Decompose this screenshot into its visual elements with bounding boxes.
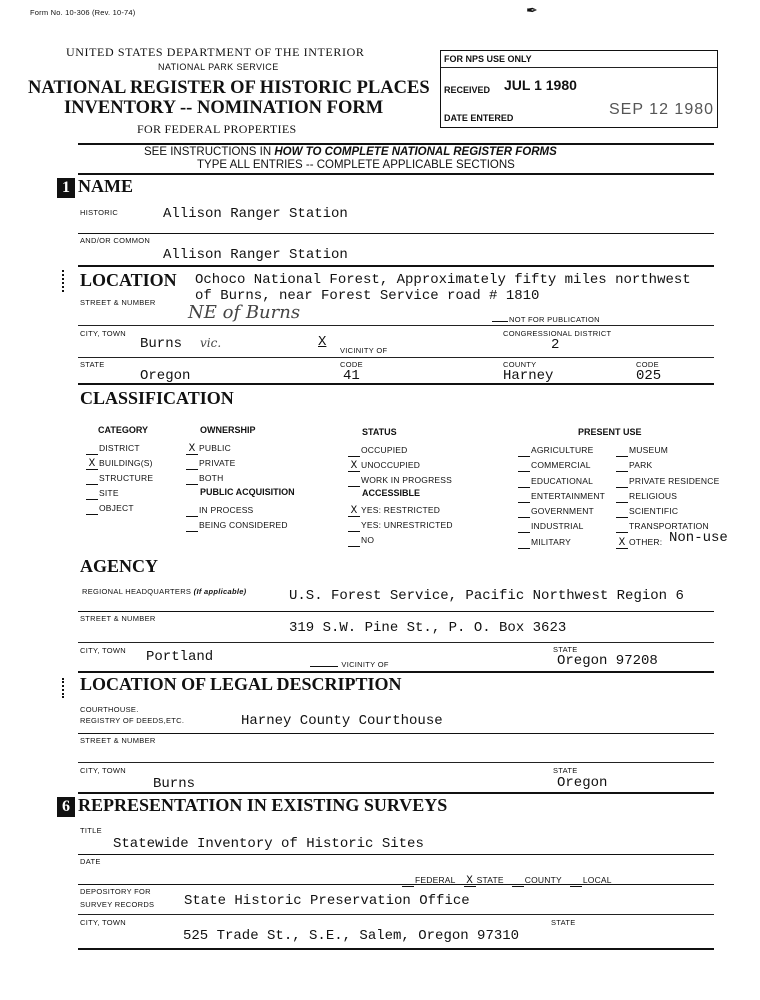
form-number: Form No. 10-306 (Rev. 10-74) <box>30 8 136 17</box>
option-entertainment <box>518 489 605 504</box>
county-label: COUNTY <box>503 360 537 369</box>
option-mark <box>518 507 530 518</box>
depository-value: State Historic Preservation Office <box>184 893 470 909</box>
option-mark <box>86 504 98 515</box>
option-label: IN PROCESS <box>199 505 254 515</box>
option-in-process <box>186 503 288 518</box>
option-label: OBJECT <box>99 503 134 513</box>
accessible-heading: ACCESSIBLE <box>362 488 421 498</box>
agency-state: Oregon 97208 <box>557 653 658 669</box>
option-unoccupied <box>348 458 452 473</box>
option-mark <box>518 492 530 503</box>
agency-street: 319 S.W. Pine St., P. O. Box 3623 <box>289 620 567 636</box>
option-label: MILITARY <box>531 536 572 547</box>
agency-city-label: CITY, TOWN <box>80 646 126 655</box>
ownership-options <box>186 441 236 486</box>
location-heading: LOCATION <box>80 270 177 290</box>
received-label: RECEIVED <box>444 85 491 95</box>
regional-hq: U.S. Forest Service, Pacific Northwest Region 6 <box>289 588 684 604</box>
option-mark <box>186 474 198 485</box>
accessible-options <box>348 503 453 548</box>
option-both <box>186 471 236 486</box>
instructions-line2: TYPE ALL ENTRIES -- COMPLETE APPLICABLE SECTIONS <box>197 159 515 171</box>
date-entered-label: DATE ENTERED <box>444 113 514 123</box>
location-street-line1: Ochoco National Forest, Approximately fifty miles northwest <box>195 272 691 288</box>
option-work-in-progress <box>348 473 452 488</box>
option-label: OCCUPIED <box>361 445 408 455</box>
department-name: UNITED STATES DEPARTMENT OF THE INTERIOR <box>66 45 365 59</box>
option-mark: X <box>616 538 628 549</box>
survey-level-options <box>402 870 620 888</box>
handwritten-note: NE of Burns <box>188 302 301 323</box>
date-entered-stamp: SEP 12 1980 <box>609 101 715 118</box>
option-label: PRIVATE <box>199 458 236 468</box>
option-mark <box>86 444 98 455</box>
option-label: EDUCATIONAL <box>531 475 594 486</box>
survey-title-label: TITLE <box>80 826 102 835</box>
option-label: PARK <box>629 460 653 471</box>
option-label: GOVERNMENT <box>531 506 594 517</box>
option-agriculture <box>518 443 605 458</box>
option-mark <box>348 476 360 487</box>
option-mark <box>518 538 530 549</box>
option-mark <box>186 459 198 470</box>
option-government <box>518 504 605 519</box>
option-label: NO <box>361 535 375 545</box>
option-mark: X <box>348 461 360 472</box>
option-mark <box>348 521 360 532</box>
option-mark <box>570 876 582 887</box>
classification-heading: CLASSIFICATION <box>80 388 234 408</box>
option-label: FEDERAL <box>415 875 456 885</box>
city-handwritten: vic. <box>200 336 222 350</box>
street-number-label: STREET & NUMBER <box>80 298 156 307</box>
historic-label: HISTORIC <box>80 208 119 217</box>
option-mark <box>518 477 530 488</box>
option-label: STATE <box>476 875 504 885</box>
option-label: RELIGIOUS <box>629 490 678 501</box>
option-being-considered <box>186 518 288 533</box>
congressional-district: 2 <box>551 337 560 353</box>
option-educational <box>518 474 605 489</box>
option-district <box>86 441 153 456</box>
section-name-heading: 1 NAME <box>57 176 133 198</box>
option-object <box>86 501 153 516</box>
option-mark: X <box>464 876 476 887</box>
option-mark: X <box>86 459 98 470</box>
courthouse-value: Harney County Courthouse <box>241 713 443 729</box>
representation-heading: 6 REPRESENTATION IN EXISTING SURVEYS <box>57 795 447 817</box>
option-label: PUBLIC <box>199 443 231 453</box>
legal-state-label: STATE <box>553 766 578 775</box>
received-stamp: JUL 1 1980 <box>504 77 577 93</box>
section-5-marker <box>62 678 66 698</box>
option-label: COUNTY <box>524 875 562 885</box>
nps-box-heading: FOR NPS USE ONLY <box>444 54 532 64</box>
option-no <box>348 533 453 548</box>
acquisition-options <box>186 503 288 533</box>
option-site <box>86 486 153 501</box>
option-label: YES: RESTRICTED <box>361 505 441 515</box>
option-label: SCIENTIFIC <box>629 506 679 517</box>
instructions-line1: SEE INSTRUCTIONS IN HOW TO COMPLETE NATIONAL REGISTER FORMS <box>144 146 557 158</box>
option-mark <box>518 522 530 533</box>
ownership-heading: OWNERSHIP <box>200 425 256 435</box>
other-use-value: Non-use <box>669 530 728 546</box>
use-options-col1 <box>518 443 605 550</box>
depository-label: DEPOSITORY FOR <box>80 887 151 896</box>
status-options <box>348 443 452 488</box>
option-military <box>518 535 605 550</box>
option-label: WORK IN PROGRESS <box>361 475 453 485</box>
option-mark <box>616 492 628 503</box>
not-for-publication: NOT FOR PUBLICATION <box>492 315 600 324</box>
regional-hq-label: REGIONAL HEADQUARTERS (If applicable) <box>82 587 247 596</box>
location-street-line2: of Burns, near Forest Service road # 1810 <box>195 288 540 304</box>
option-industrial <box>518 519 605 534</box>
legal-state: Oregon <box>557 775 608 791</box>
location-county: Harney <box>503 368 554 384</box>
agency-heading: AGENCY <box>80 556 159 576</box>
option-mark: X <box>348 506 360 517</box>
section-number: 1 <box>57 178 75 198</box>
option-label: COMMERCIAL <box>531 460 591 471</box>
section-2-marker <box>62 270 66 292</box>
option-private-residence <box>616 474 719 489</box>
option-mark <box>186 521 198 532</box>
legal-street-label: STREET & NUMBER <box>80 736 156 745</box>
option-park <box>616 458 719 473</box>
option-mark <box>518 446 530 457</box>
vicinity-mark: X <box>318 334 327 350</box>
agency-city: Portland <box>146 649 214 665</box>
option-label: STRUCTURE <box>99 473 154 483</box>
option-structure <box>86 471 153 486</box>
city-town-label: CITY, TOWN <box>80 329 126 338</box>
survey-date-label: DATE <box>80 857 101 866</box>
present-use-heading: PRESENT USE <box>578 427 642 437</box>
option-mark <box>348 536 360 547</box>
option-yes-restricted <box>348 503 453 518</box>
registry-label: REGISTRY OF DEEDS,ETC. <box>80 716 185 725</box>
option-scientific <box>616 504 719 519</box>
legal-city-label: CITY, TOWN <box>80 766 126 775</box>
historic-name: Allison Ranger Station <box>163 206 348 222</box>
option-occupied <box>348 443 452 458</box>
location-state: Oregon <box>140 368 191 384</box>
option-mark: X <box>186 444 198 455</box>
option-label: OTHER: <box>629 536 663 547</box>
category-heading: CATEGORY <box>98 425 149 435</box>
form-scope: FOR FEDERAL PROPERTIES <box>137 122 297 136</box>
option-label: BOTH <box>199 473 224 483</box>
option-label: ENTERTAINMENT <box>531 490 606 501</box>
legal-description-heading: LOCATION OF LEGAL DESCRIPTION <box>80 674 402 694</box>
common-label: AND/OR COMMON <box>80 236 151 245</box>
option-commercial <box>518 458 605 473</box>
option-label: DISTRICT <box>99 443 140 453</box>
section-number: 6 <box>57 797 75 817</box>
category-options <box>86 441 153 516</box>
option-label: PRIVATE RESIDENCE <box>629 475 720 486</box>
agency-vicinity-label: VICINITY OF <box>310 660 389 669</box>
option-mark <box>186 506 198 517</box>
option-mark <box>402 876 414 887</box>
option-mark <box>616 507 628 518</box>
agency-state-label: STATE <box>553 645 578 654</box>
survey-records-label: SURVEY RECORDS <box>80 900 155 909</box>
status-heading: STATUS <box>362 427 397 437</box>
option-label: LOCAL <box>582 875 612 885</box>
option-label: SITE <box>99 488 119 498</box>
survey-state-label: STATE <box>551 918 576 927</box>
legal-city: Burns <box>153 776 196 792</box>
form-subtitle: INVENTORY -- NOMINATION FORM <box>64 98 384 118</box>
option-building-s <box>86 456 153 471</box>
option-mark <box>616 446 628 457</box>
option-mark <box>616 461 628 472</box>
option-public <box>186 441 236 456</box>
form-title: NATIONAL REGISTER OF HISTORIC PLACES <box>28 78 430 98</box>
option-label: TRANSPORTATION <box>629 521 709 532</box>
option-mark <box>616 477 628 488</box>
survey-city-label: CITY, TOWN <box>80 918 126 927</box>
option-mark <box>616 522 628 533</box>
option-museum <box>616 443 719 458</box>
option-mark <box>512 876 524 887</box>
location-city: Burns <box>140 336 183 352</box>
survey-title: Statewide Inventory of Historic Sites <box>113 836 424 852</box>
option-label: AGRICULTURE <box>531 445 594 455</box>
public-acquisition-heading: PUBLIC ACQUISITION <box>200 487 295 497</box>
common-name: Allison Ranger Station <box>163 247 348 263</box>
pen-mark-icon: ✒ <box>526 2 538 18</box>
congressional-district-label: CONGRESSIONAL DISTRICT <box>503 329 612 338</box>
option-religious <box>616 489 719 504</box>
option-label: UNOCCUPIED <box>361 460 421 470</box>
vicinity-label: VICINITY OF <box>340 346 388 355</box>
county-code: 025 <box>636 368 662 384</box>
county-code-label: CODE <box>636 360 659 369</box>
option-private <box>186 456 236 471</box>
option-label: MUSEUM <box>629 445 668 455</box>
option-mark <box>86 489 98 500</box>
survey-address: 525 Trade St., S.E., Salem, Oregon 97310 <box>183 928 520 944</box>
option-label: YES: UNRESTRICTED <box>361 520 453 530</box>
service-name: NATIONAL PARK SERVICE <box>158 62 279 72</box>
courthouse-label: COURTHOUSE. <box>80 705 139 714</box>
option-mark <box>348 446 360 457</box>
state-code: 41 <box>343 368 360 384</box>
agency-street-label: STREET & NUMBER <box>80 614 156 623</box>
option-mark <box>518 461 530 472</box>
option-label: INDUSTRIAL <box>531 521 584 532</box>
option-mark <box>86 474 98 485</box>
state-code-label: CODE <box>340 360 363 369</box>
option-label: BUILDING(S) <box>99 458 153 468</box>
state-label: STATE <box>80 360 105 369</box>
option-label: BEING CONSIDERED <box>199 520 288 530</box>
nps-use-box <box>440 50 718 128</box>
option-yes-unrestricted <box>348 518 453 533</box>
